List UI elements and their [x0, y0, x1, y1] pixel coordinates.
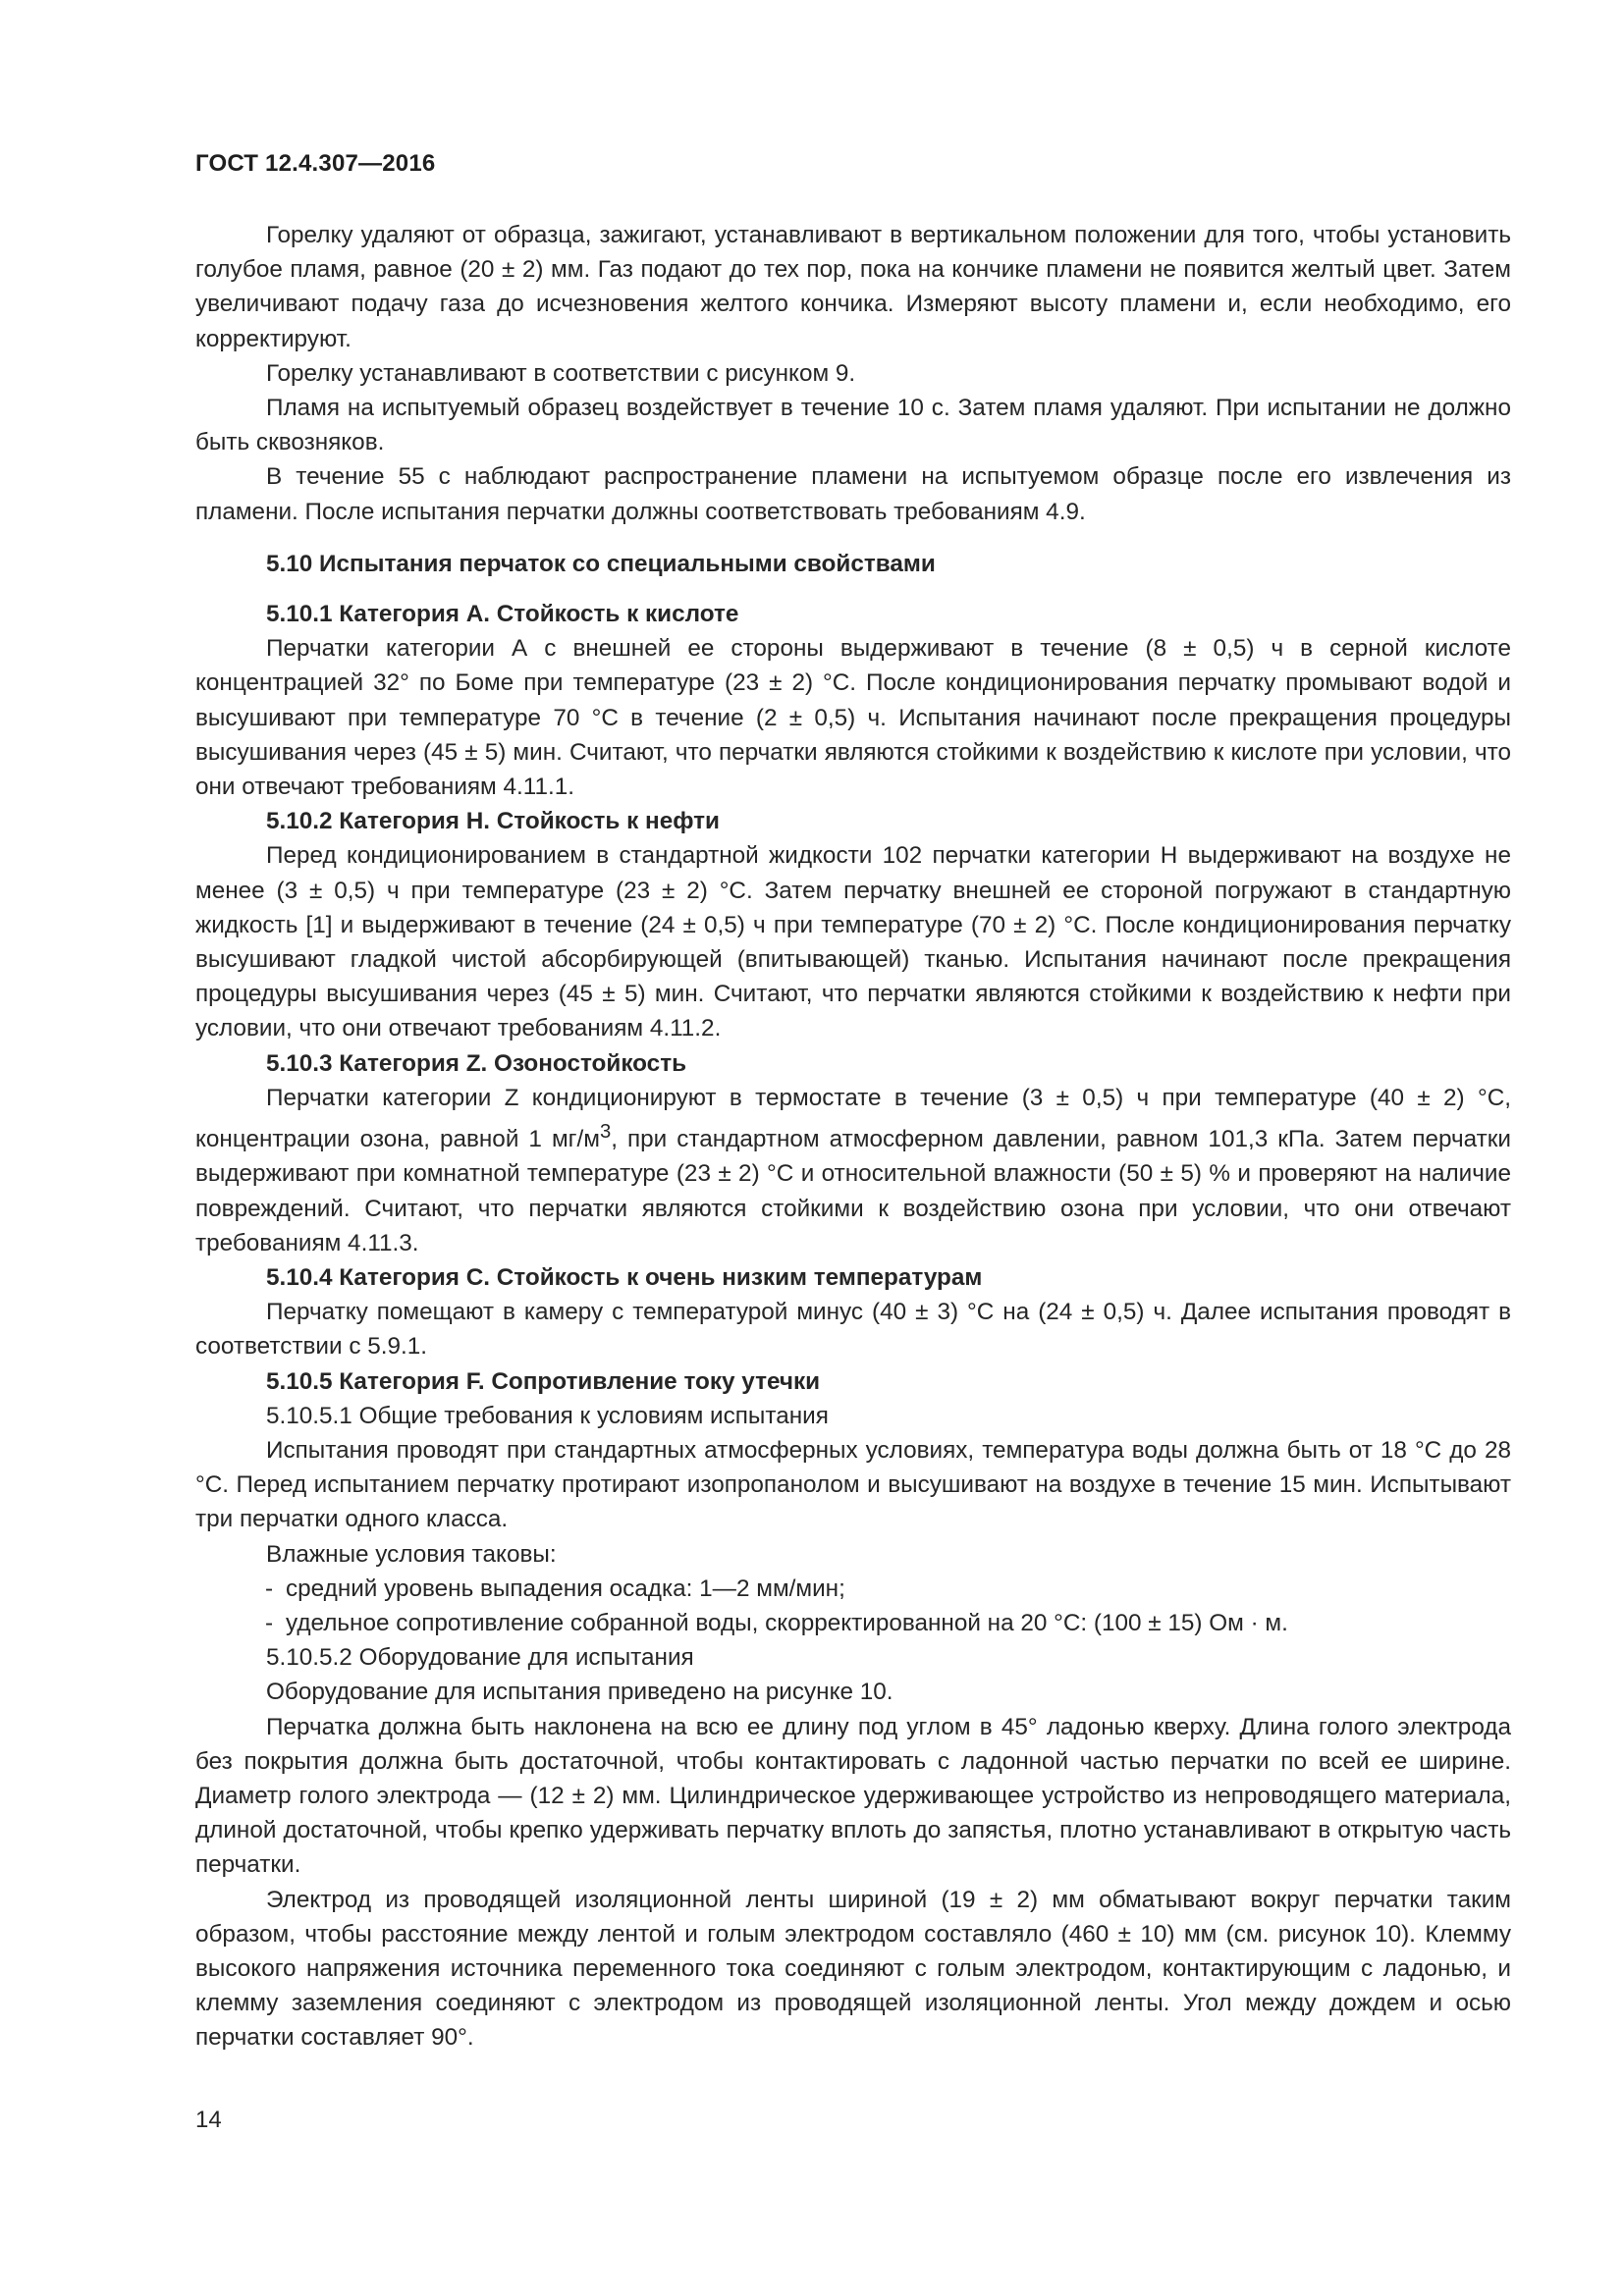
- list-item-text: удельное сопротивление собранной воды, скорректированной на 20 °С: (100 ± 15) Ом · м.: [286, 1610, 1288, 1637]
- clause-5-10-5-2: 5.10.5.2 Оборудование для испытания: [266, 1644, 694, 1672]
- paragraph-electrode-tape: Электрод из проводящей изоляционной ленты шириной (19 ± 2) мм обматывают вокруг перчатки таким образом, чтобы расстояние между лентой и голым электродом составляло (460 ± 10) мм (см. рисунок 10). Клемму высокого напряжения источника переменного тока соединяют с голым электродом, контактирующим с ладонью, и клемму заземления соединяют с электродом из проводящей изоляционной ленты. Угол между дождем и осью перчатки составляет 90°.: [195, 1886, 1511, 2052]
- clause-5-10-5-1: 5.10.5.1 Общие требования к условиям испытания: [266, 1402, 829, 1429]
- list-item-resistivity: [265, 1606, 1511, 1640]
- standard-header: ГОСТ 12.4.307—2016: [195, 150, 436, 177]
- paragraph-oil-resistance: Перед кондиционированием в стандартной жидкости 102 перчатки категории Н выдерживают на воздухе не менее (3 ± 0,5) ч при температуре (23 ± 2) °С. Затем перчатку внешней ее стороной погружают в стандартную жидкость [1] и выдерживают в течение (24 ± 0,5) ч при температуре (70 ± 2) °С. После кондиционирования перчатку высушивают гладкой чистой абсорбирующей (впитывающей) тканью. Испытания начинают после прекращения процедуры высушивания через (45 ± 5) мин. Считают, что перчатки являются стойкими к воздействию к нефти при условии, что они отвечают требованиям 4.11.2.: [195, 842, 1511, 1042]
- subsection-heading-5-10-1: 5.10.1 Категория А. Стойкость к кислоте: [266, 601, 739, 628]
- paragraph-burner-setup: Горелку удаляют от образца, зажигают, устанавливают в вертикальном положении для того, чтобы установить голубое пламя, равное (20 ± 2) мм. Газ подают до тех пор, пока на кончике пламени не появится желтый цвет. Затем увеличивают подачу газа до исчезновения желтого кончика. Измеряют высоту пламени и, если необходимо, его корректируют.: [195, 222, 1511, 352]
- subsection-heading-5-10-2: 5.10.2 Категория Н. Стойкость к нефти: [266, 808, 720, 835]
- subsection-heading-5-10-5: 5.10.5 Категория F. Сопротивление току утечки: [266, 1367, 821, 1395]
- page-number: 14: [195, 2107, 222, 2133]
- paragraph-acid-resistance: Перчатки категории А с внешней ее стороны выдерживают в течение (8 ± 0,5) ч в серной кислоте концентрацией 32° по Боме при температуре (23 ± 2) °С. После кондиционирования перчатку промывают водой и высушивают при температуре 70 °С в течение (2 ± 0,5) ч. Испытания начинают после прекращения процедуры высушивания через (45 ± 5) мин. Считают, что перчатки являются стойкими к воздействию к кислоте при условии, что они отвечают требованиям 4.11.1.: [195, 635, 1511, 801]
- paragraph-burner-position: Горелку устанавливают в соответствии с рисунком 9.: [266, 359, 856, 387]
- paragraph-low-temperature: Перчатку помещают в камеру с температурой минус (40 ± 3) °С на (24 ± 0,5) ч. Далее испытания проводят в соответствии с 5.9.1.: [195, 1299, 1511, 1361]
- paragraph-ozone-resistance: [195, 1081, 1511, 1260]
- paragraph-glove-incline: Перчатка должна быть наклонена на всю ее длину под углом в 45° ладонью кверху. Длина голого электрода без покрытия должна быть достаточной, чтобы контактировать с ладонной частью перчатки по всей ее ширине. Диаметр голого электрода — (12 ± 2) мм. Цилиндрическое удерживающее устройство из непроводящего материала, длиной достаточной, чтобы крепко удерживать перчатку вплоть до запястья, плотно устанавливают в открытую часть перчатки.: [195, 1713, 1511, 1879]
- ozone-text-before: Перчатки категории Z кондиционируют в термостате в течение (3 ± 0,5) ч при температуре (40 ± 2) °С, концентрации озона, равной 1 мг/м: [195, 1084, 1511, 1153]
- list-dash: -: [265, 1610, 274, 1637]
- subsection-heading-5-10-4: 5.10.4 Категория С. Стойкость к очень низким температурам: [266, 1263, 983, 1291]
- section-heading-5-10: 5.10 Испытания перчаток со специальными свойствами: [266, 550, 936, 577]
- paragraph-test-conditions: Испытания проводят при стандартных атмосферных условиях, температура воды должна быть от 18 °С до 28 °С. Перед испытанием перчатку протирают изопропанолом и высушивают на воздухе в течение 15 мин. Испытывают три перчатки одного класса.: [195, 1437, 1511, 1533]
- paragraph-equipment-figure: Оборудование для испытания приведено на рисунке 10.: [266, 1679, 893, 1706]
- list-dash: -: [265, 1575, 274, 1602]
- list-item-precipitation: [265, 1572, 1511, 1606]
- paragraph-flame-exposure: Пламя на испытуемый образец воздействует в течение 10 с. Затем пламя удаляют. При испытании не должно быть сквозняков.: [195, 395, 1511, 456]
- document-body: [195, 218, 1511, 2056]
- list-item-text: средний уровень выпадения осадка: 1—2 мм/мин;: [286, 1575, 845, 1602]
- paragraph-flame-spread: В течение 55 с наблюдают распространение пламени на испытуемом образце после его извлечения из пламени. После испытания перчатки должны соответствовать требованиям 4.9.: [195, 463, 1511, 525]
- ozone-text-after: , при стандартном атмосферном давлении, равном 101,3 кПа. Затем перчатки выдерживают при комнатной температуре (23 ± 2) °С и относительной влажности (50 ± 5) % и проверяют на наличие повреждений. Считают, что перчатки являются стойкими к воздействию озона при условии, что они отвечают требованиям 4.11.3.: [195, 1126, 1511, 1256]
- subsection-heading-5-10-3: 5.10.3 Категория Z. Озоностойкость: [266, 1049, 687, 1077]
- paragraph-wet-conditions: Влажные условия таковы:: [266, 1540, 557, 1568]
- ozone-superscript: 3: [599, 1121, 612, 1144]
